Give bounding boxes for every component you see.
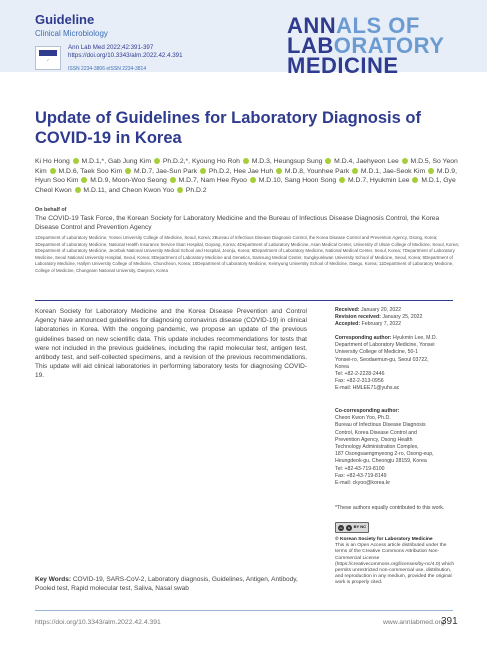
address-line: Cheon Kwon Yoo, Ph.D. (335, 415, 391, 422)
address-line: Korea (335, 363, 349, 370)
orcid-icon[interactable] (81, 177, 87, 183)
orcid-icon[interactable] (402, 158, 408, 164)
orcid-icon[interactable] (325, 158, 331, 164)
author-degree: Ph.D.2,*, (160, 158, 192, 165)
author-name: Jae-Sun Park (155, 167, 198, 175)
author-name: Gab Jung Kim (107, 158, 152, 165)
copyright-block (335, 537, 460, 587)
author-name: Hyun Soo Kim (35, 177, 79, 185)
address-line: Department of Laboratory Medicine, Yonsei (335, 342, 435, 349)
author-name: and Cheon Kwon Yoo (108, 186, 175, 194)
author-name: Sang Hoon Song (284, 177, 337, 185)
task-force: The COVID-19 Task Force, the Korean Society for Laboratory Medicine and the Bureau of Infectious Disease Diagnosis Control, the Korea Disease Control and Prevention Agency (35, 215, 440, 231)
address-line: Technology Administration Complex, (335, 444, 419, 451)
address-line: Tel: +82-43-719-8100 (335, 465, 385, 472)
author-degree: M.D.9, (435, 167, 457, 175)
author-degree: M.D.6, (56, 167, 81, 175)
address-line: Fax: +82-43-719-8149 (335, 472, 387, 479)
address-line: E-mail: HMLEE71@yuhs.ac (335, 385, 400, 392)
creative-commons-icon[interactable]: cc $ BY NC (335, 522, 369, 533)
author-degree: M.D.5, (408, 158, 433, 165)
equal-contribution-note: *These authors equally contributed to this work. (335, 505, 445, 511)
subsection-label: Clinical Microbiology (35, 29, 108, 38)
author-degree: M.D.11, (81, 186, 109, 194)
journal-info (68, 44, 183, 60)
address-line: 187 Osongsaengmyeong 2-ro, Osong-eup, (335, 451, 434, 458)
orcid-icon[interactable] (276, 168, 282, 174)
author-name: Jaehyeon Lee (356, 158, 399, 165)
keywords-text: COVID-19, SARS-CoV-2, Laboratory diagnosis, Guidelines, Antigen, Antibody, Pooled test, Rapid molecular test, Saliva, Nasal swab (35, 576, 298, 593)
orcid-icon[interactable] (75, 187, 81, 193)
address-line: University College of Medicine, 50-1 (335, 349, 419, 356)
footer-divider (35, 610, 453, 611)
author-degree: M.D.7, (176, 177, 201, 185)
author-list (35, 157, 460, 195)
affiliations: 1Department of Laboratory Medicine, Yonsei University College of Medicine, Seoul, Korea; 2Bureau of Infectious Disease Diagnosis Control, the Korea Disease Control and Prevention Agency, Osong, Korea; 3Department of Laboratory Medicine, National Health Insurance Service Ilsan Hospital, Goyang, Korea; 4Department of Laboratory Medicine, Asan Medical Center, University of Ulsan College of Medicine, Seoul, Korea; 5Department of Laboratory Medicine, Jeonbuk National University Medical School and Hospital, Jeonju, Korea; 6Department of Laboratory Medicine, National Medical Center, Seoul, Korea; 7Department of Laboratory Medicine, Seoul National University Hospital, Seoul, Korea; 8Department of Laboratory Medicine and Genetics, Samsung Medical Center, Sungkyunkwan University School of Medicine, Seoul, Korea; 9Department of Laboratory Medicine, Hallym University College of Medicine, Chuncheon, Korea; 10Department of Laboratory Medicine, Keimyung University School of Medicine, Daegu, Korea; 11Department of Laboratory Medicine, College of Medicine, Chungnam National University, Daejeon, Korea (35, 235, 459, 273)
author-name: Ki Ho Hong (35, 158, 70, 165)
author-degree: M.D.7, (132, 167, 156, 175)
issn: ISSN 2234-3806 eISSN 2234-3814 (68, 66, 147, 72)
author-degree: M.D.1, (359, 167, 383, 175)
orcid-icon[interactable] (428, 168, 434, 174)
author-name: Jae-Seok Kim (382, 167, 426, 175)
address-line: Control, Korea Disease Control and (335, 429, 417, 436)
orcid-icon[interactable] (412, 177, 418, 183)
author-name: Kyoung Ho Roh (191, 158, 240, 165)
address-line: Yonsei-ro, Seodaemun-gu, Seoul 03722, (335, 356, 429, 363)
author-degree: M.D.1, (419, 177, 444, 185)
author-degree: M.D.1,*, (79, 158, 108, 165)
divider (35, 300, 453, 301)
copyright-org: © Korean Society for Laboratory Medicine (335, 537, 433, 542)
received-date: January 20, 2022 (360, 307, 402, 313)
journal-logo: ANNALS OF LABORATORY MEDICINE (287, 13, 445, 78)
keywords-label: Key Words: (35, 576, 71, 583)
corresponding-author: Corresponding author: Hyukmin Lee, M.D. Department of Laboratory Medicine, Yonsei University College of Medicine, 50-1 Yonsei-ro, Seodaemun-gu, Seoul 03722, Korea Tel: +82-2-2228-2446 Fax: +82-2-313-0956 E-mail: HMLEE71@yuhs.ac (335, 335, 460, 393)
orcid-icon[interactable] (154, 158, 160, 164)
author-name: Heungsup Sung (273, 158, 323, 165)
author-degree: M.D.10, (256, 177, 285, 185)
accepted-date: February 7, 2022 (361, 321, 402, 328)
check-for-updates-icon[interactable]: ✓ (35, 46, 61, 70)
author-name: Hee Jae Huh (233, 167, 274, 175)
revision-date: January 25, 2022 (382, 314, 423, 321)
abstract: Korean Society for Laboratory Medicine and the Korea Disease Prevention and Control Agency have announced guidelines for diagnosing coronavirus disease (COVID-19) in clinical laboratories in Korea. With the ongoing pandemic, we propose an update of the previous guidelines based on new scientific data. This update includes recommendations for tests that were not included in the previous guidelines, including the rapid molecular test, antigen test, antibody test, and self-collected specimens, and a revision of the previous recommendations. This update will aid clinical laboratories in performing laboratory tests for diagnosing COVID-19. (35, 308, 307, 380)
author-name: So Yeon Kim (35, 158, 458, 175)
author-degree: M.D.7, (346, 177, 370, 185)
on-behalf-label: On behalf of (35, 207, 67, 213)
dates-block: Received: January 20, 2022 Revision received: January 25, 2022 Accepted: February 7, 2022 (335, 307, 423, 328)
author-degree: Ph.D.2 (183, 186, 207, 194)
address-line: Heungdeok-gu, Cheongju 28159, Korea (335, 458, 427, 465)
author-degree: M.D.3, (249, 158, 274, 165)
footer-site-link[interactable]: www.annlabmed.org (383, 619, 445, 626)
page-number: 391 (441, 616, 458, 627)
orcid-icon[interactable] (170, 177, 176, 183)
keywords (35, 575, 307, 593)
author-name: Nam Hee Ryoo (200, 177, 247, 185)
author-degree: Ph.D.2, (206, 167, 234, 175)
doi-link[interactable]: https://doi.org/10.3343/alm.2022.42.4.391 (68, 52, 183, 59)
section-label: Guideline (35, 12, 95, 27)
orcid-icon[interactable] (73, 158, 79, 164)
author-degree: M.D.4, (332, 158, 357, 165)
address-line: Fax: +82-2-313-0956 (335, 378, 384, 385)
author-name: Younhee Park (306, 167, 350, 175)
author-name: Moon-Woo Seong (112, 177, 167, 185)
address-line: Prevention Agency, Osong Health (335, 436, 413, 443)
orcid-icon[interactable] (125, 168, 131, 174)
citation: Ann Lab Med 2022;42:391-397 (68, 44, 154, 51)
copyright-text: This is an Open Access article distributed under the terms of the Creative Commons Attribution Non-Commercial License (https://creativecommons.org/licenses/by-nc/4.0) which permits unrestricted non-commercial use, distribution, and reproduction in any medium, provided the original work is properly cited. (335, 543, 455, 586)
orcid-icon[interactable] (200, 168, 206, 174)
orcid-icon[interactable] (243, 158, 249, 164)
author-degree: M.D.8, (283, 167, 307, 175)
author-degree: M.D.9, (88, 177, 113, 185)
orcid-icon[interactable] (339, 177, 345, 183)
page-title: Update of Guidelines for Laboratory Diagnosis of COVID-19 in Korea (35, 109, 421, 147)
co-corresponding-author: Co-corresponding author: Cheon Kwon Yoo, Ph.D. Bureau of Infectious Disease Diagnosis Control, Korea Disease Control and Prevention Agency, Osong Health Technology Administration Complex, 187 Osongsaengmyeong 2-ro, Osong-eup, Heungdeok-gu, Cheongju 28159, Korea Tel: +82-43-719-8100 Fax: +82-43-719-8149 E-mail: ckyoo@korea.kr (335, 408, 460, 487)
orcid-icon[interactable] (250, 177, 256, 183)
orcid-icon[interactable] (352, 168, 358, 174)
author-name: Hyukmin Lee (369, 177, 410, 185)
footer-doi-link[interactable]: https://doi.org/10.3343/alm.2022.42.4.391 (35, 619, 161, 626)
address-line: Tel: +82-2-2228-2446 (335, 371, 385, 378)
author-name: Gye Cheol Kwon (35, 177, 456, 194)
author-name: Taek Soo Kim (80, 167, 123, 175)
orcid-icon[interactable] (50, 168, 56, 174)
address-line: Bureau of Infectious Disease Diagnosis (335, 422, 426, 429)
address-line: E-mail: ckyoo@korea.kr (335, 480, 391, 487)
orcid-icon[interactable] (177, 187, 183, 193)
